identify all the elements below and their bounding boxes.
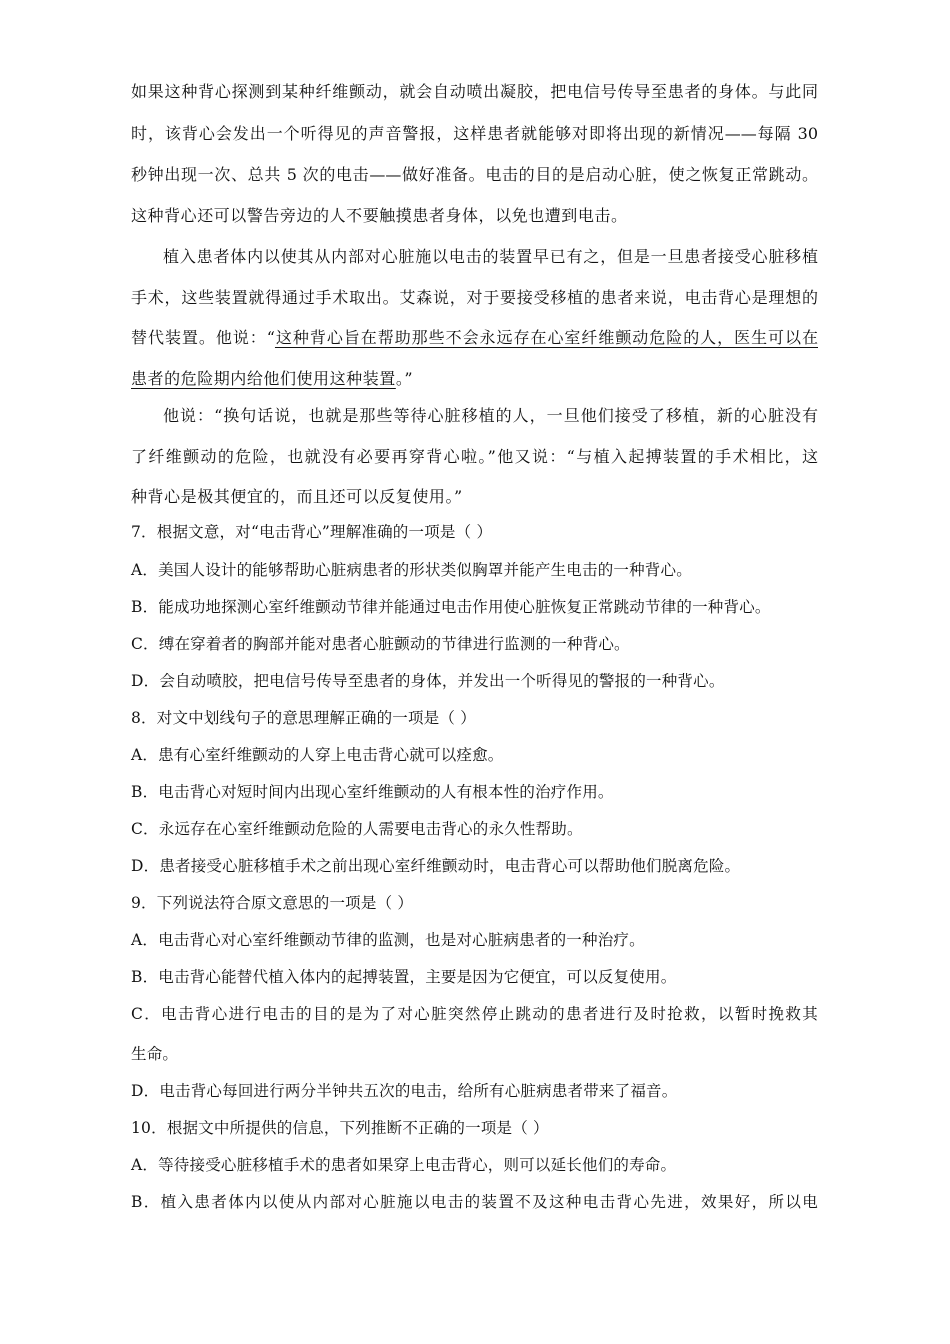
question-option: D．患者接受心脏移植手术之前出现心室纤维颤动时，电击背心可以帮助他们脱离危险。 [131,857,741,875]
question-option: C．永远存在心室纤维颤动危险的人需要电击背心的永久性帮助。 [131,820,583,838]
underlined-sentence: 患者的危险期内给他们使用这种装置 [131,369,396,388]
passage-line: 植入患者体内以使其从内部对心脏施以电击的装置早已有之，但是一旦患者接受心脏移植 [163,247,818,266]
question-option: B．能成功地探测心室纤维颤动节律并能通过电击作用使心脏恢复正常跳动节律的一种背心。 [131,598,771,616]
passage-line-with-underline [131,328,818,348]
question-stem: 9．下列说法符合原文意思的一项是（ ） [131,894,414,912]
question-option: C．缚在穿着者的胸部并能对患者心脏颤动的节律进行监测的一种背心。 [131,635,630,653]
question-option: A．等待接受心脏移植手术的患者如果穿上电击背心，则可以延长他们的寿命。 [131,1156,677,1174]
question-option: D．会自动喷胶，把电信号传导至患者的身体，并发出一个听得见的警报的一种背心。 [131,672,725,690]
passage-line-with-underline [131,369,413,389]
question-option: D．电击背心每回进行两分半钟共五次的电击，给所有心脏病患者带来了福音。 [131,1082,678,1100]
question-option: C．电击背心进行电击的目的是为了对心脏突然停止跳动的患者进行及时抢救，以暂时挽救其 [131,1005,818,1023]
passage-line: 他说：“换句话说，也就是那些等待心脏移植的人，一旦他们接受了移植，新的心脏没有 [163,406,818,425]
passage-line: 种背心是极其便宜的，而且还可以反复使用。” [131,487,463,506]
question-option: A．电击背心对心室纤维颤动节律的监测，也是对心脏病患者的一种治疗。 [131,931,645,949]
passage-line: 如果这种背心探测到某种纤维颤动，就会自动喷出凝胶，把电信号传导至患者的身体。与此同 [131,82,818,101]
question-stem: 10．根据文中所提供的信息，下列推断不正确的一项是（ ） [131,1119,549,1137]
question-option-continuation: 生命。 [131,1045,179,1063]
question-option: B．植入患者体内以使从内部对心脏施以电击的装置不及这种电击背心先进，效果好，所以电 [131,1193,818,1211]
question-option: A．患有心室纤维颤动的人穿上电击背心就可以痊愈。 [131,746,504,764]
passage-line: 手术，这些装置就得通过手术取出。艾森说，对于要接受移植的患者来说，电击背心是理想的 [131,288,818,307]
question-stem: 7．根据文意，对“电击背心”理解准确的一项是（ ） [131,523,493,541]
passage-text: 替代装置。他说：“ [131,328,275,347]
passage-text: 。” [395,369,414,388]
passage-line: 了纤维颤动的危险，也就没有必要再穿背心啦。”他又说：“与植入起搏装置的手术相比，这 [131,447,818,466]
passage-line: 这种背心还可以警告旁边的人不要触摸患者身体，以免也遭到电击。 [131,206,628,225]
question-option: A．美国人设计的能够帮助心脏病患者的形状类似胸罩并能产生电击的一种背心。 [131,561,692,579]
question-option: B．电击背心对短时间内出现心室纤维颤动的人有根本性的治疗作用。 [131,783,614,801]
underlined-sentence: 这种背心旨在帮助那些不会永远存在心室纤维颤动危险的人，医生可以在 [274,328,818,347]
passage-line: 时，该背心会发出一个听得见的声音警报，这样患者就能够对即将出现的新情况——每隔 30 [131,124,818,143]
question-option: B．电击背心能替代植入体内的起搏装置，主要是因为它便宜，可以反复使用。 [131,968,677,986]
question-stem: 8．对文中划线句子的意思理解正确的一项是（ ） [131,709,476,727]
passage-line: 秒钟出现一次、总共 5 次的电击——做好准备。电击的目的是启动心脏，使之恢复正常跳动。 [131,165,818,184]
